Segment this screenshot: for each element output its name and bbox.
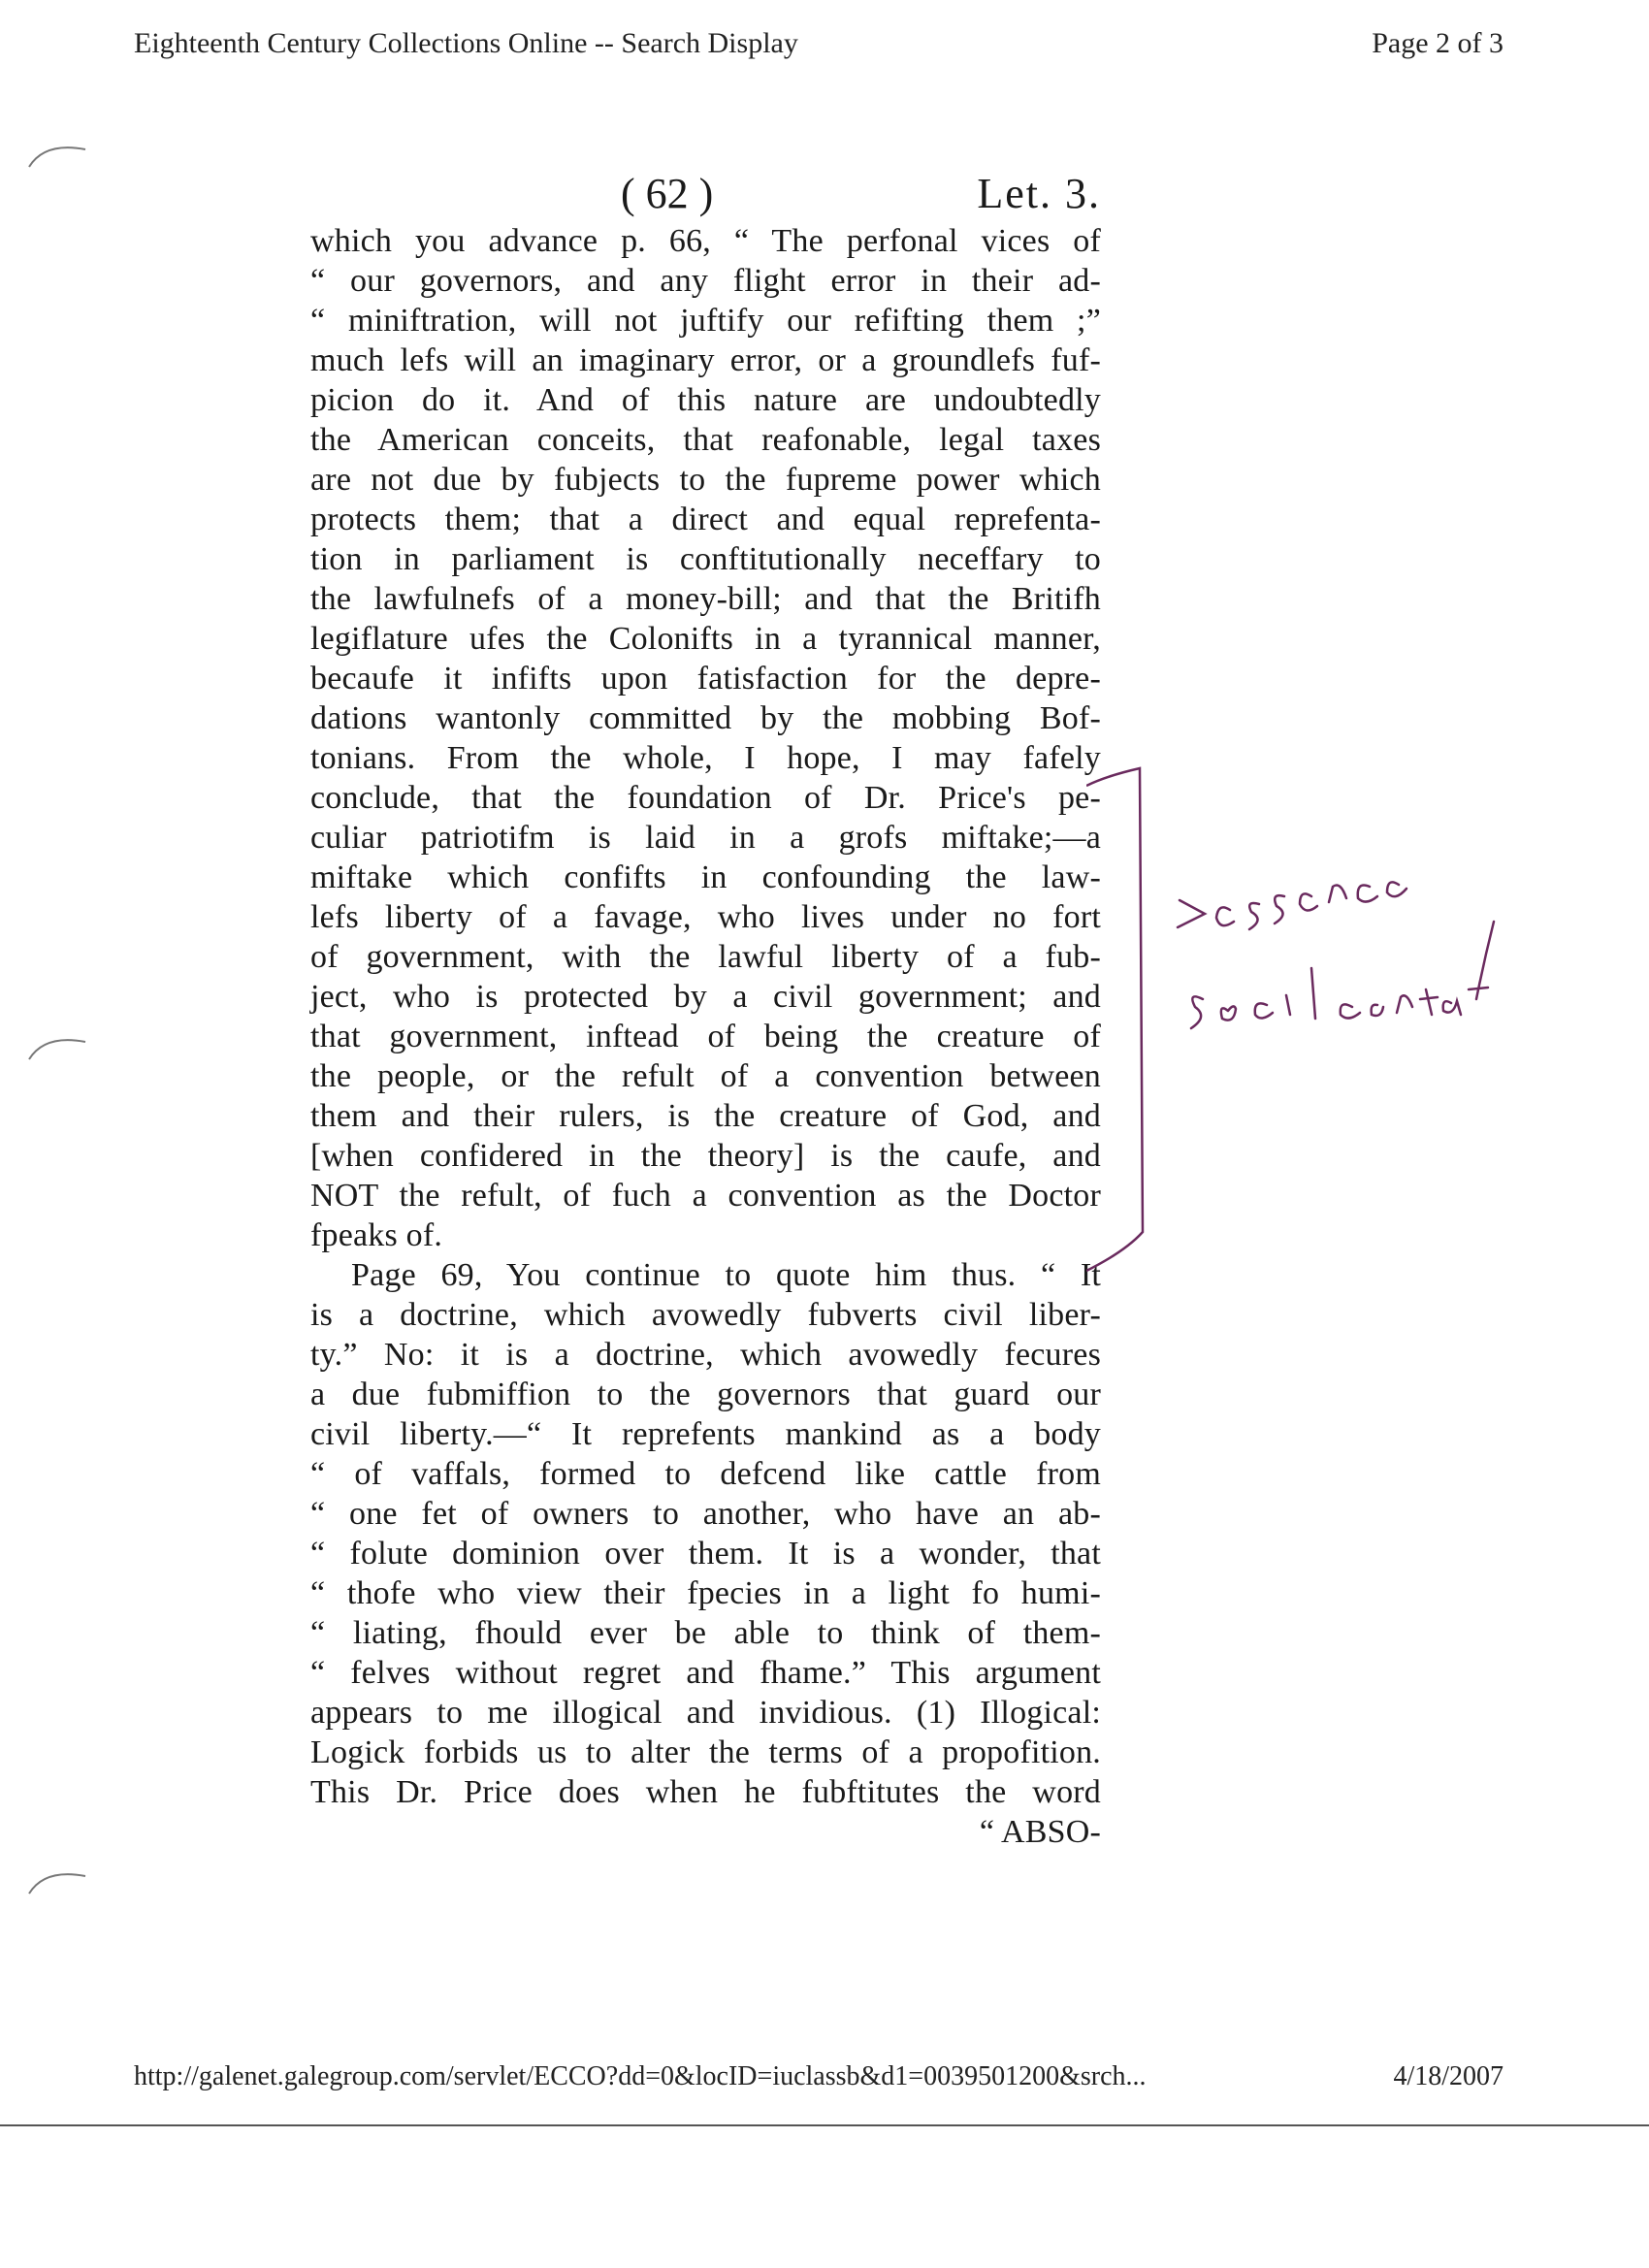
text-line: appears to me illogical and invidious. (1) Illogical: [310,1695,1101,1731]
scan-edge-mark [25,1861,93,1899]
scan-edge-mark [25,1026,93,1065]
text-line: much lefs will an imaginary error, or a groundlefs fuf- [310,342,1101,378]
text-line: “ folute dominion over them. It is a wonder, that [310,1536,1101,1571]
text-line: ty.” No: it is a doctrine, which avowedly fecures [310,1337,1101,1373]
margin-bracket-annotation [1086,766,1145,1290]
handwritten-note [1145,825,1552,1057]
text-line: dations wantonly committed by the mobbing Bof- [310,700,1101,736]
footer-date: 4/18/2007 [1393,2061,1504,2091]
header-page-count: Page 2 of 3 [1372,27,1504,59]
page-body [310,221,1101,1852]
text-line: This Dr. Price does when he fubftitutes the word [310,1774,1101,1810]
footer-url: http://galenet.galegroup.com/servlet/ECCO?dd=0&locID=iuclassb&d1=0039501200&srch... [134,2061,1147,2091]
text-line: conclude, that the foundation of Dr. Price's pe- [310,780,1101,816]
text-line: [when confidered in the theory] is the caufe, and [310,1138,1101,1174]
text-line: ject, who is protected by a civil government; and [310,979,1101,1015]
catchword: “ ABSO- [979,1814,1101,1850]
text-line: becaufe it infifts upon fatisfaction for the depre- [310,661,1101,697]
text-line: the lawfulnefs of a money-bill; and that the Britifh [310,581,1101,617]
print-header [134,27,1504,66]
text-line: “ of vaffals, formed to defcend like cattle from [310,1456,1101,1492]
text-line: the American conceits, that reafonable, legal taxes [310,422,1101,458]
scanned-page [310,163,1101,1852]
text-line: the people, or the refult of a convention between [310,1058,1101,1094]
text-line: a due fubmiffion to the governors that guard our [310,1377,1101,1412]
text-line: them and their rulers, is the creature of God, and [310,1098,1101,1134]
text-line: that government, inftead of being the creature of [310,1019,1101,1054]
text-line: tonians. From the whole, I hope, I may fafely [310,740,1101,776]
text-line: fpeaks of. [310,1217,443,1253]
text-line: are not due by fubjects to the fupreme power which [310,462,1101,498]
text-line: NOT the refult, of fuch a convention as the Doctor [310,1178,1101,1214]
text-line: “ felves without regret and fhame.” This argument [310,1655,1101,1691]
text-line: “ liating, fhould ever be able to think of them- [310,1615,1101,1651]
text-line: tion in parliament is conftitutionally neceffary to [310,541,1101,577]
text-line: “ one fet of owners to another, who have an ab- [310,1496,1101,1532]
text-line: Logick forbids us to alter the terms of a propofition. [310,1734,1101,1770]
folio-line [310,163,1101,221]
text-line: is a doctrine, which avowedly fubverts civil liber- [310,1297,1101,1333]
text-line: which you advance p. 66, “ The perfonal vices of [310,223,1101,259]
text-line: culiar patriotifm is laid in a grofs miftake;—a [310,820,1101,856]
scan-edge-mark [25,134,93,173]
header-title: Eighteenth Century Collections Online -- Search Display [134,27,798,59]
text-line: of government, with the lawful liberty of a fub- [310,939,1101,975]
text-line: legiflature ufes the Colonifts in a tyrannical manner, [310,621,1101,657]
print-footer [134,2061,1504,2100]
footer-rule [0,2124,1649,2126]
text-line: “ miniftration, will not juftify our refifting them ;” [310,303,1101,339]
text-line: Page 69, You continue to quote him thus. “ It [351,1257,1101,1293]
text-line: protects them; that a direct and equal reprefenta- [310,502,1101,537]
text-line: “ thofe who view their fpecies in a light fo humi- [310,1575,1101,1611]
text-line: lefs liberty of a favage, who lives under no fort [310,899,1101,935]
page-number: ( 62 ) [621,170,714,217]
text-line: miftake which confifts in confounding the law- [310,859,1101,895]
text-line: civil liberty.—“ It reprefents mankind as a body [310,1416,1101,1452]
letter-number: Let. 3. [977,170,1101,217]
text-line: picion do it. And of this nature are undoubtedly [310,382,1101,418]
text-line: “ our governors, and any flight error in their ad- [310,263,1101,299]
